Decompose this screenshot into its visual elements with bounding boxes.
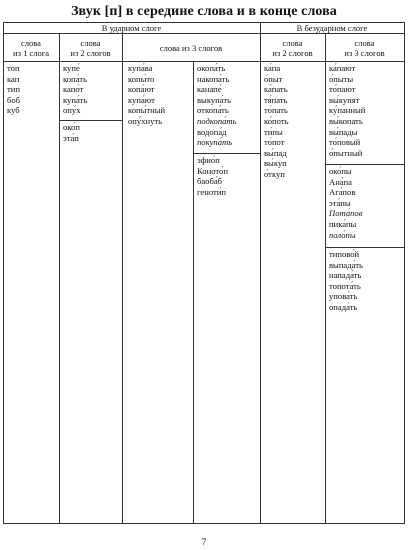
word: окопа́ть <box>197 63 226 73</box>
word: копы́тный <box>128 105 166 116</box>
word: подкопа́ть <box>197 115 237 126</box>
word: откопа́ть <box>197 105 229 116</box>
word: топота́ть <box>329 280 361 291</box>
header-one-syllable: слова из 1 слога <box>13 38 49 58</box>
column-three-syllable-stressed-b <box>197 63 237 148</box>
word: ти́пы <box>264 126 283 137</box>
word: эта́п <box>63 132 79 143</box>
word: Ана́па <box>329 176 352 187</box>
word: упова́ть <box>329 291 358 302</box>
word: купа́ва <box>128 63 153 73</box>
word: Ага́пов <box>329 187 356 198</box>
word: напада́ть <box>329 270 362 281</box>
word: око́п <box>63 122 80 132</box>
word: пика́пы <box>329 218 357 229</box>
word: ко́поть <box>264 115 289 126</box>
word: ка́пать <box>264 84 288 95</box>
word: вы́пад <box>264 147 287 158</box>
word: баоба́б <box>197 176 223 187</box>
page-title: Звук [п] в середине слова и в конце слова <box>71 4 337 19</box>
word: вы́копать <box>329 115 363 126</box>
word: эта́пы <box>329 197 351 208</box>
word: водопа́д <box>197 126 227 137</box>
word: вы́купят <box>329 94 360 105</box>
word: то́пать <box>264 105 288 116</box>
page-number: 7 <box>201 537 207 547</box>
column-three-syllable-unstressed-b <box>329 166 362 240</box>
column-two-syllable-stressed-b <box>63 122 80 143</box>
word: вы́пады <box>329 126 358 137</box>
header-two-syllable-unstressed: слова из 2 слогов <box>272 38 313 58</box>
word: покупа́ть <box>197 137 233 148</box>
word: копа́ть <box>63 73 87 84</box>
header-three-syllable-stressed: слова из 3 слогов <box>159 43 223 53</box>
word: типово́й <box>329 249 360 259</box>
word: ку́панный <box>329 105 366 116</box>
column-three-syllable-unstressed-c <box>329 249 363 313</box>
word: канапе́ <box>197 84 222 95</box>
word: купа́ют <box>128 94 155 105</box>
word: о́пыт <box>264 73 283 84</box>
word: Коното́п <box>197 165 228 176</box>
word: ка́пают <box>329 63 356 73</box>
word: геноти́п <box>197 186 226 197</box>
word: то́пают <box>329 84 356 95</box>
word: выпада́ть <box>329 259 363 270</box>
word: Пота́пов <box>329 208 363 219</box>
header-two-syllable-stressed: слова из 2 слогов <box>70 38 111 58</box>
header-three-syllable-unstressed: слова из 3 слогов <box>344 38 385 58</box>
word: опу́х <box>63 105 81 116</box>
word: тя́пать <box>264 94 288 105</box>
word: то́пот <box>264 137 285 148</box>
word: то́повый <box>329 137 361 148</box>
word: копы́то <box>128 73 155 84</box>
word: око́пы <box>329 166 352 176</box>
column-one-syllable <box>7 63 20 116</box>
column-three-syllable-stressed-a <box>128 63 165 127</box>
word: купе́ <box>63 63 80 73</box>
word: куб <box>7 105 20 116</box>
word: капо́т <box>63 84 84 95</box>
column-two-syllable-stressed-a <box>63 63 87 116</box>
word: кап <box>7 73 20 84</box>
word: опу́хнуть <box>128 115 163 126</box>
word: о́ткуп <box>264 168 285 179</box>
word: копа́ют <box>128 84 155 95</box>
word: купа́ть <box>63 94 88 105</box>
column-two-syllable-unstressed <box>264 63 289 180</box>
column-three-syllable-unstressed-a <box>329 63 365 158</box>
column-three-syllable-stressed-c <box>197 155 228 197</box>
word: опада́ть <box>329 301 358 312</box>
header-unstressed: В безударном слоге <box>296 23 368 33</box>
word: эфио́п <box>197 155 220 165</box>
word: поло́пы <box>329 229 356 240</box>
word: выкупа́ть <box>197 94 232 105</box>
word: о́пыты <box>329 73 354 84</box>
word: вы́куп <box>264 158 287 169</box>
word: тип <box>7 84 20 95</box>
word: о́пытный <box>329 147 363 158</box>
header-stressed: В ударном слоге <box>101 23 162 33</box>
word: ка́па <box>264 63 281 73</box>
word: боб <box>7 94 21 105</box>
word: накопа́ть <box>197 73 230 84</box>
word: топ <box>7 63 20 73</box>
